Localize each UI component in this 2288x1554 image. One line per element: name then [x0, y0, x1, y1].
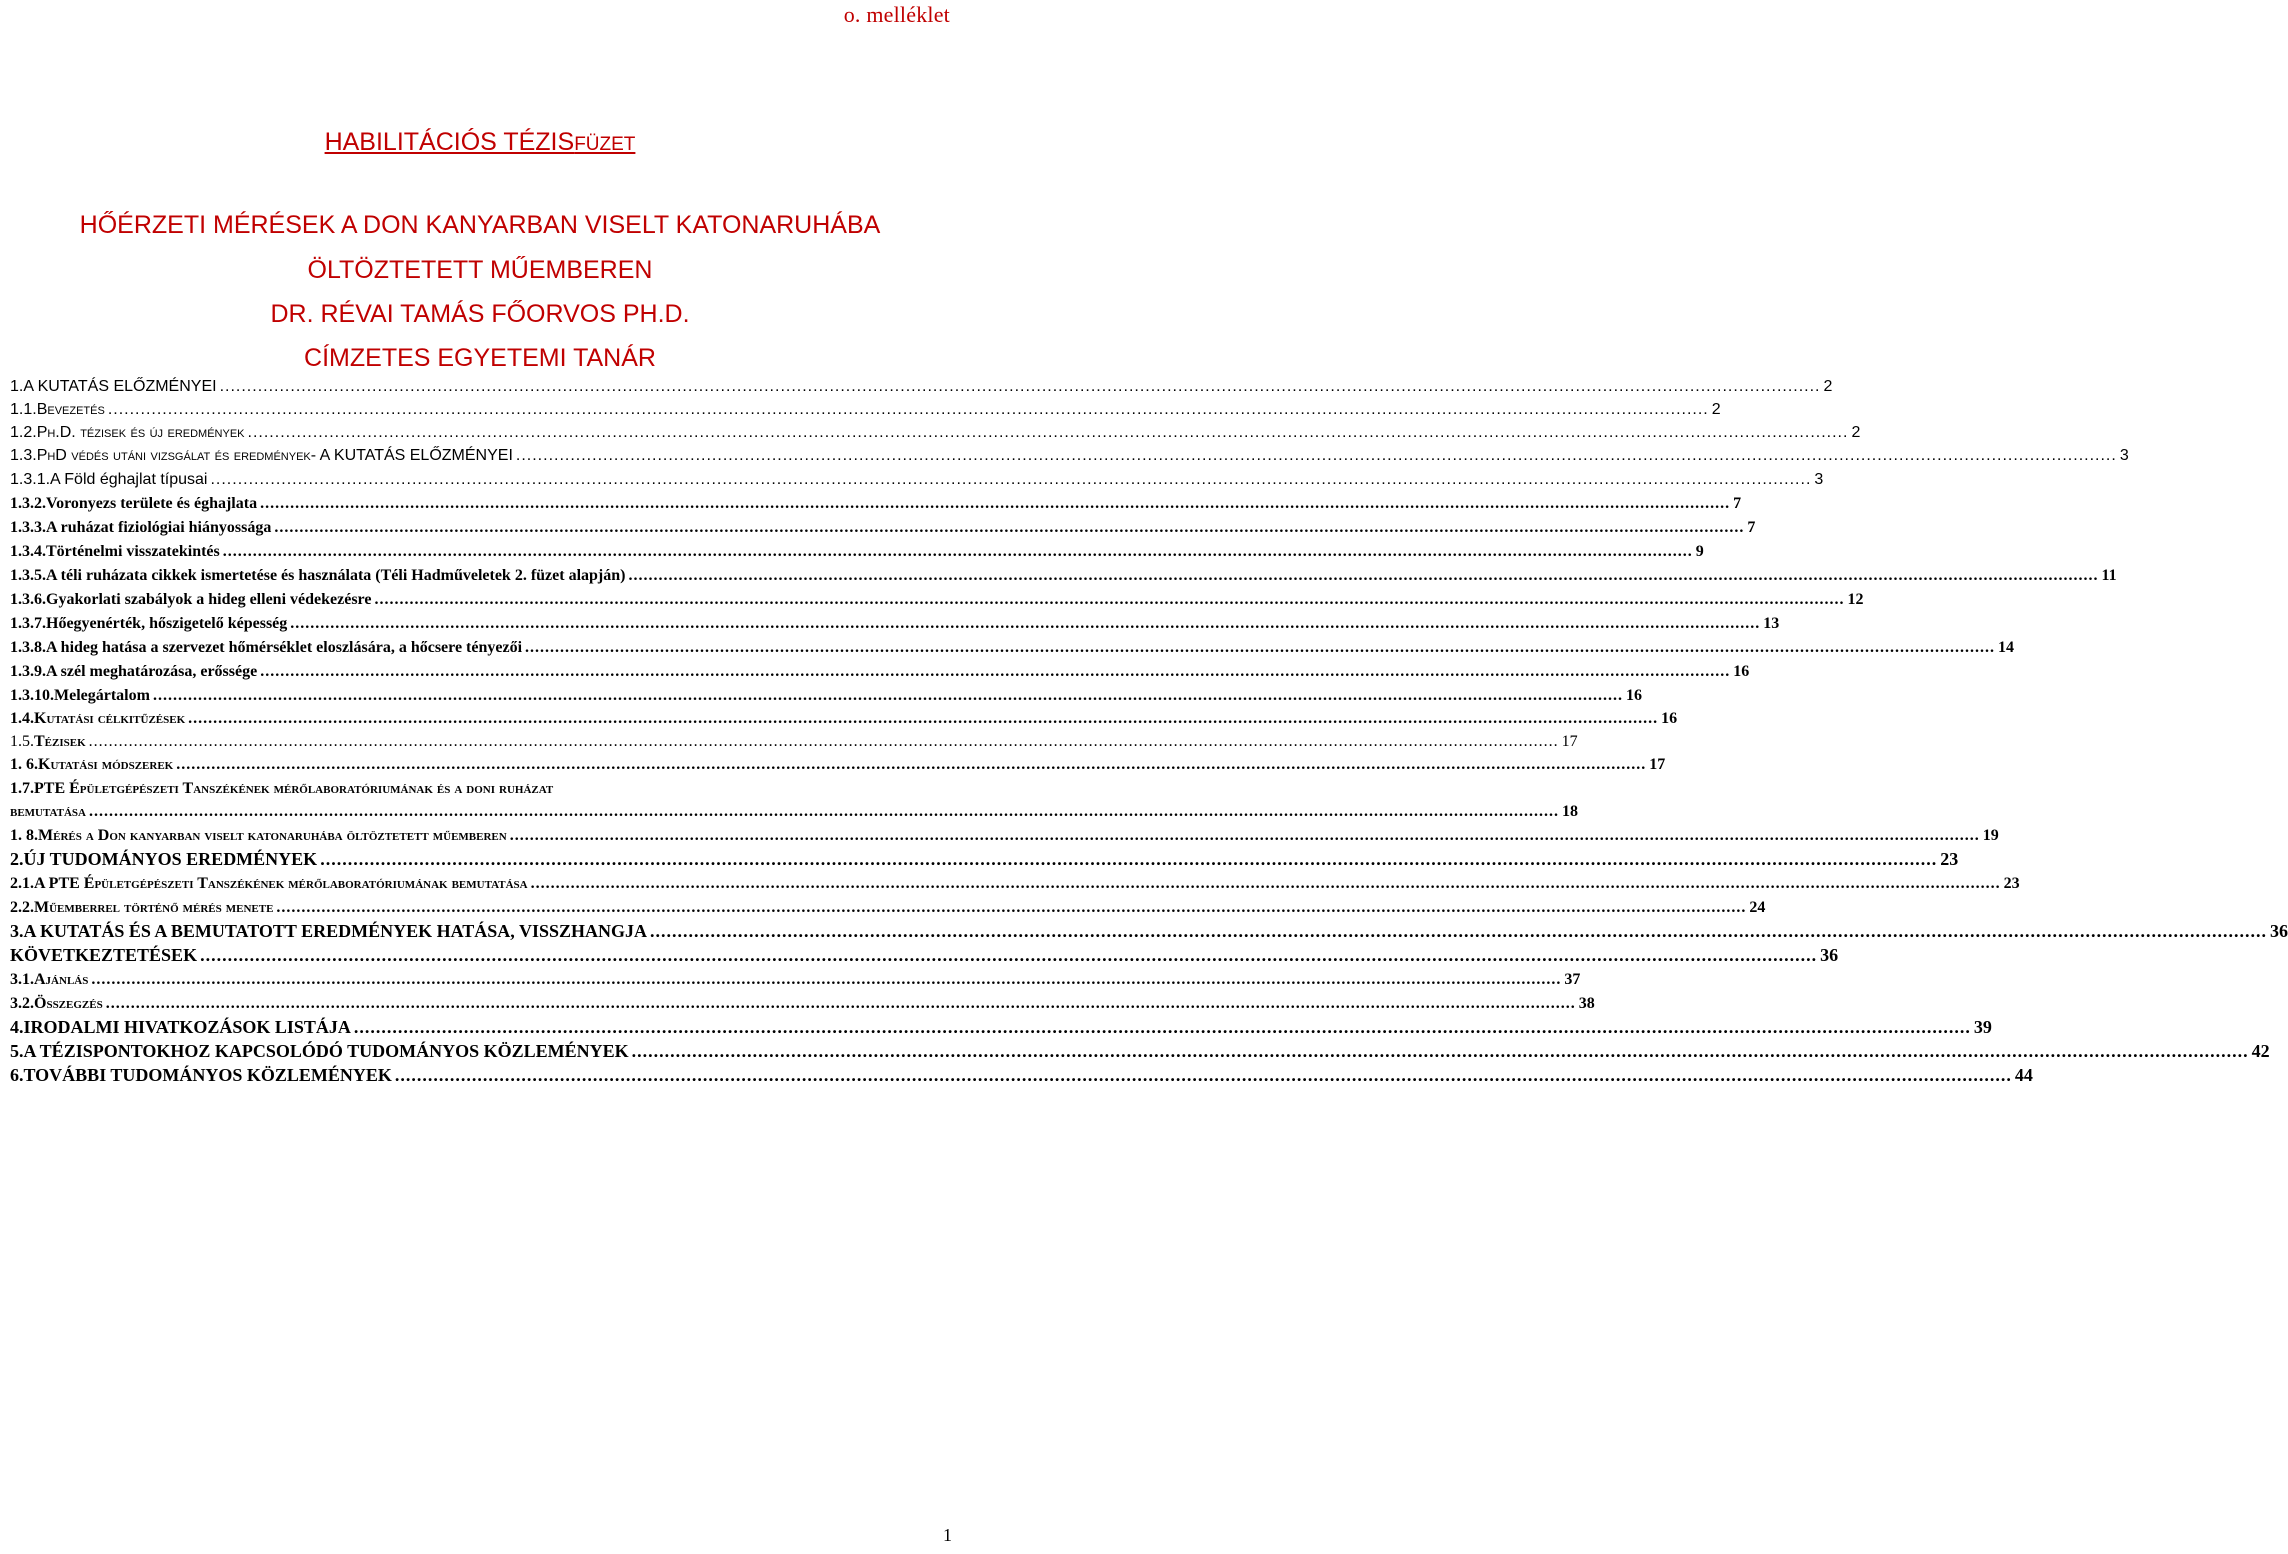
dot-leader: [210, 470, 1811, 490]
dot-leader: [260, 662, 1730, 682]
toc-entry[interactable]: [10, 446, 2129, 466]
toc-entry-page: 11: [2101, 567, 2117, 584]
dot-leader: [510, 826, 1980, 846]
toc-entry-page: 17: [1561, 733, 1578, 750]
toc-entry-num: 6.: [10, 1065, 24, 1085]
toc-entry-num: 1.3.8.: [10, 639, 46, 656]
dot-leader: [320, 849, 1937, 869]
dot-leader: [106, 994, 1576, 1014]
toc-entry-num: 1.2.: [10, 424, 37, 441]
toc-entry[interactable]: [10, 662, 1750, 682]
toc-entry[interactable]: [10, 400, 1721, 420]
annex-label: o. melléklet: [843, 2, 950, 27]
toc-entry-num: 2.1.: [10, 875, 34, 892]
toc-entry-label: ÚJ TUDOMÁNYOS EREDMÉNYEK: [23, 849, 318, 869]
toc-entry-num: 1.5.: [10, 733, 34, 750]
toc-entry-page: 3: [2119, 447, 2129, 464]
toc-entry-label: KÖVETKEZTETÉSEK: [10, 945, 198, 965]
toc-entry-page: 2: [1823, 378, 1833, 395]
toc-entry-num: 1.1.: [10, 401, 37, 418]
subtitle-line-2: ÖLTÖZTETETT MŰEMBEREN: [307, 256, 653, 284]
toc-entry-num: 1.3.6.: [10, 591, 46, 608]
document-title: [0, 128, 960, 157]
toc-entry-label: A hideg hatása a szervezet hőmérséklet eloszlására, a hőcsere tényezői: [46, 639, 523, 656]
toc-entry-num: 1. 6.: [10, 756, 38, 773]
toc-entry-label: Tézisek: [34, 733, 86, 750]
toc-entry-label: Hőegyenérték, hőszigetelő képesség: [46, 615, 288, 632]
author-title-line: CÍMZETES EGYETEMI TANÁR: [304, 344, 656, 372]
toc-entry-page: 23: [1940, 849, 1959, 869]
page-number: 1: [943, 1525, 952, 1545]
dot-leader: [200, 945, 1817, 965]
toc-entry-label: Gyakorlati szabályok a hideg elleni védekezésre: [46, 591, 372, 608]
toc-entry-label: A TÉZISPONTOKHOZ KAPCSOLÓDÓ TUDOMÁNYOS KÖZLEMÉNYEK: [23, 1041, 629, 1061]
toc-entry[interactable]: [10, 423, 1861, 443]
toc-entry-page: 7: [1747, 519, 1756, 536]
dot-leader: [354, 1017, 1971, 1037]
toc-entry-page: 14: [1998, 639, 2015, 656]
toc-entry-num: 4.: [10, 1017, 24, 1037]
toc-entry-num: 1.3.9.: [10, 663, 46, 680]
toc-entry[interactable]: [10, 638, 2015, 658]
toc-entry-num: 1.3.2.: [10, 495, 46, 512]
toc-entry-page: 17: [1649, 756, 1666, 773]
toc-entry-page: 2: [1851, 424, 1861, 441]
toc-entry-num: 1.3.7.: [10, 615, 46, 632]
toc-entry[interactable]: [10, 826, 1999, 846]
toc-entry[interactable]: [10, 849, 1959, 869]
toc-entry-num: 1.4.: [10, 710, 34, 727]
dot-leader: [628, 566, 2098, 586]
dot-leader: [108, 400, 1709, 420]
toc-entry[interactable]: [10, 994, 1595, 1014]
toc-entry-page: 9: [1695, 543, 1704, 560]
toc-entry-page: 36: [2269, 921, 2288, 941]
toc-entry[interactable]: [10, 686, 1642, 706]
toc-entry[interactable]: [10, 494, 1742, 514]
toc-entry-page: 16: [1625, 687, 1642, 704]
dot-leader: [516, 446, 2117, 466]
dot-leader: [223, 542, 1693, 562]
toc-entry-page: 3: [1814, 471, 1824, 488]
dot-leader: [632, 1041, 2249, 1061]
toc-entry-label: PhD védés utáni vizsgálat és eredmények- A KUTATÁS ELŐZMÉNYEI: [36, 447, 513, 464]
toc-entry[interactable]: [10, 898, 1766, 918]
toc-entry-label: PTE Épületgépészeti Tanszékének mérőlaboratóriumának és a doni ruházat: [34, 780, 554, 797]
toc-entry[interactable]: [10, 1017, 1992, 1037]
toc-entry-label: Kutatási módszerek: [38, 756, 174, 773]
dot-leader: [176, 755, 1646, 775]
toc-entry-page: 2: [1711, 401, 1721, 418]
toc-entry-label: Bevezetés: [36, 401, 105, 418]
toc-entry-label: A szél meghatározása, erőssége: [46, 663, 258, 680]
toc-entry-page: 44: [2014, 1065, 2033, 1085]
toc-entry[interactable]: [10, 1065, 2033, 1085]
toc-entry[interactable]: [10, 709, 1678, 729]
toc-entry-label: Voronyezs területe és éghajlata: [46, 495, 258, 512]
toc-entry-page: 19: [1982, 827, 1999, 844]
toc-entry[interactable]: [10, 802, 1578, 822]
toc-entry-label: Műemberrel történő mérés menete: [34, 899, 274, 916]
toc-entry-page: 13: [1763, 615, 1780, 632]
toc-entry-page: 7: [1733, 495, 1742, 512]
toc-entry-page: 12: [1847, 591, 1864, 608]
toc-entry-num: 2.2.: [10, 899, 34, 916]
dot-leader: [89, 732, 1559, 752]
toc-entry[interactable]: [10, 377, 1833, 397]
toc-entry-label: Mérés a Don kanyarban viselt katonaruhába öltöztetett műemberen: [38, 827, 507, 844]
dot-leader: [260, 494, 1730, 514]
toc-entry[interactable]: [10, 779, 960, 799]
dot-leader: [395, 1065, 2012, 1085]
toc-entry-num: 1.3.1.: [10, 471, 51, 488]
dot-leader: [248, 423, 1849, 443]
toc-entry-page: 18: [1562, 803, 1578, 820]
toc-entry-label: Ajánlás: [34, 971, 89, 988]
dot-leader: [650, 921, 2267, 941]
toc-entry-label: IRODALMI HIVATKOZÁSOK LISTÁJA: [23, 1017, 351, 1037]
toc-entry-page: 38: [1578, 995, 1595, 1012]
toc-entry[interactable]: [10, 614, 1780, 634]
toc-entry[interactable]: [10, 566, 2117, 586]
toc-entry-num: 1.3.10.: [10, 687, 54, 704]
toc-entry[interactable]: [10, 874, 2020, 894]
toc-entry-num: 5.: [10, 1041, 24, 1061]
toc-entry-label: A PTE Épületgépészeti Tanszékének mérőlaboratóriumának bemutatása: [34, 875, 528, 892]
toc-entry-num: 1.3.4.: [10, 543, 46, 560]
toc-entry-label: A ruházat fiziológiai hiányossága: [46, 519, 272, 536]
toc-entry[interactable]: [10, 518, 1756, 538]
toc-entry-label: Összegzés: [34, 995, 103, 1012]
dot-leader: [276, 898, 1746, 918]
toc-entry-num: 1. 8.: [10, 827, 38, 844]
toc-entry-label: Kutatási célkitűzések: [34, 710, 186, 727]
subtitle-line-1: HŐÉRZETI MÉRÉSEK A DON KANYARBAN VISELT KATONARUHÁBA: [79, 211, 881, 239]
toc-entry[interactable]: [10, 542, 1704, 562]
dot-leader: [91, 970, 1561, 990]
toc-entry[interactable]: [10, 732, 1578, 752]
dot-leader: [153, 686, 1623, 706]
toc-entry-label: Ph.D. tézisek és új eredmények: [36, 424, 245, 441]
toc-entry-label: A Föld éghajlat típusai: [50, 471, 208, 488]
dot-leader: [290, 614, 1760, 634]
toc-entry[interactable]: [10, 921, 2288, 941]
toc-entry-label: bemutatása: [10, 803, 86, 820]
dot-leader: [374, 590, 1844, 610]
toc-entry-num: 3.1.: [10, 971, 34, 988]
author-line: DR. RÉVAI TAMÁS FŐORVOS PH.D.: [270, 300, 690, 328]
toc-entry-label: TOVÁBBI TUDOMÁNYOS KÖZLEMÉNYEK: [23, 1065, 392, 1085]
dot-leader: [188, 709, 1658, 729]
document-title-part2: FÜZET: [574, 134, 636, 155]
toc-entry-page: 42: [2251, 1041, 2270, 1061]
toc-entry-page: 16: [1661, 710, 1678, 727]
toc-entry[interactable]: [10, 590, 1864, 610]
toc-entry-label: A KUTATÁS ÉS A BEMUTATOTT EREDMÉNYEK HATÁSA, VISSZHANGJA: [23, 921, 647, 941]
toc-entry-label: A KUTATÁS ELŐZMÉNYEI: [23, 378, 217, 395]
toc-entry-page: 16: [1733, 663, 1750, 680]
toc-entry-num: 1.7.: [10, 780, 34, 797]
toc-entry[interactable]: [10, 470, 1824, 490]
toc-entry-num: 3.: [10, 921, 24, 941]
toc-entry-num: 1.3.5.: [10, 567, 46, 584]
toc-entry[interactable]: [10, 1041, 2270, 1061]
dot-leader: [220, 377, 1821, 397]
toc-entry[interactable]: [10, 755, 1666, 775]
toc-entry-label: A téli ruházata cikkek ismertetése és használata (Téli Hadműveletek 2. füzet alapján): [46, 567, 626, 584]
toc-entry-page: 36: [1820, 945, 1839, 965]
toc-entry[interactable]: [10, 945, 1839, 965]
dot-leader: [525, 638, 1995, 658]
toc-entry-label: Történelmi visszatekintés: [46, 543, 220, 560]
toc-entry-num: 3.2.: [10, 995, 34, 1012]
document-title-part1: HABILITÁCIÓS TÉZIS: [324, 128, 575, 156]
toc-entry-num: 1.: [10, 378, 24, 395]
dot-leader: [89, 802, 1559, 822]
toc-entry-page: 37: [1564, 971, 1581, 988]
toc-entry-num: 1.3.3.: [10, 519, 46, 536]
dot-leader: [531, 874, 2001, 894]
toc-entry[interactable]: [10, 970, 1581, 990]
toc-entry-page: 39: [1973, 1017, 1992, 1037]
toc-entry-page: 24: [1749, 899, 1766, 916]
toc-entry-page: 23: [2003, 875, 2020, 892]
toc-entry-label: Melegártalom: [54, 687, 150, 704]
dot-leader: [274, 518, 1744, 538]
toc-entry-num: 2.: [10, 849, 24, 869]
toc-entry-num: 1.3.: [10, 447, 37, 464]
